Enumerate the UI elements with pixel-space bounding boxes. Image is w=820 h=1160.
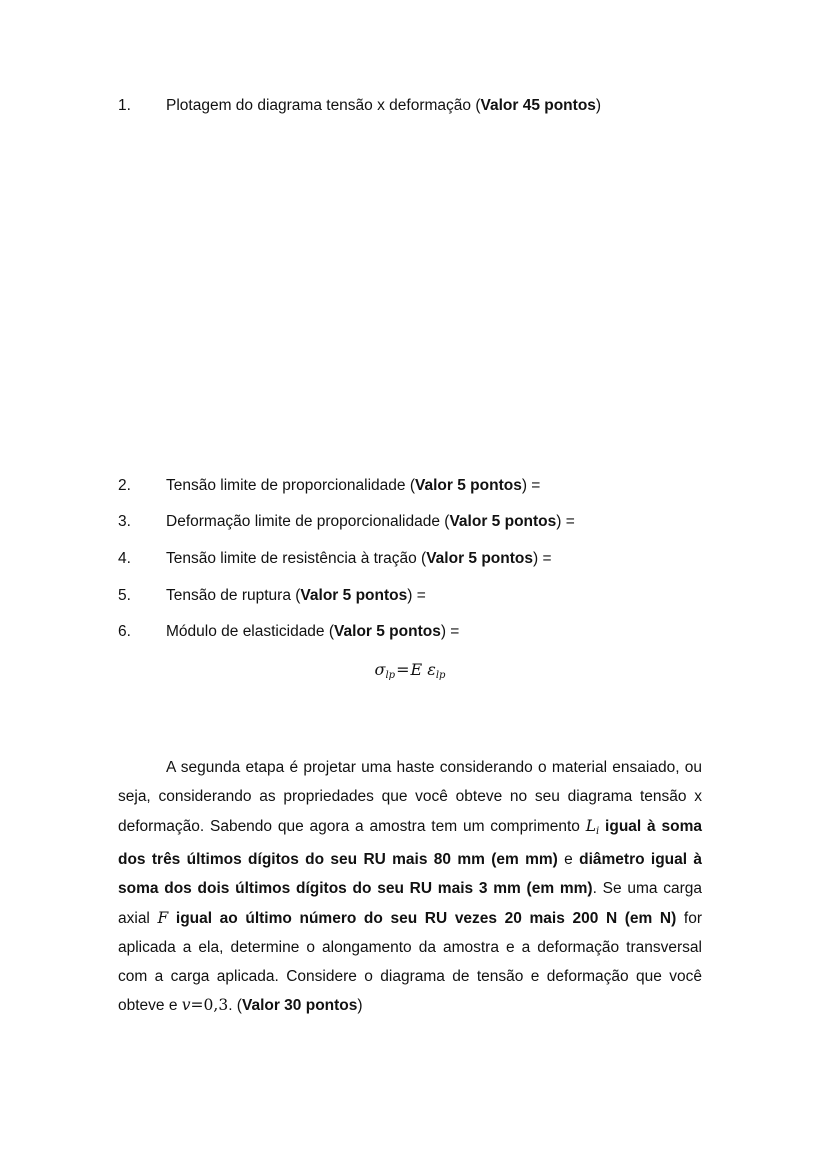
item-text: Tensão limite de resistência à tração (Valor 5 pontos) = [166, 550, 552, 567]
item-number: 1. [118, 97, 131, 114]
item-text: Plotagem do diagrama tensão x deformação (Valor 45 pontos) [166, 97, 602, 114]
item-text: Tensão de ruptura (Valor 5 pontos) = [166, 587, 426, 604]
item-number: 6. [118, 623, 131, 640]
item-number: 3. [118, 513, 131, 530]
item-text: Tensão limite de proporcionalidade (Valor 5 pontos) = [166, 477, 541, 494]
item-number: 2. [118, 477, 131, 494]
problem-paragraph: A segunda etapa é projetar uma haste considerando o material ensaiado, ou seja, considerando as propriedades que você obteve no seu diagrama tensão x deformação. Sabendo que agora a amostra tem um comprimento $L_i$ igual à soma dos três últimos dígitos do seu RU mais 80 mm (em mm) e diâmetro igual à soma dos dois últimos dígitos do seu RU mais 3 mm (em mm). Se uma carga axial F igual ao último número do seu RU vezes 20 mais 200 N (em N) for aplicada a ela, determine o alongamento da amostra e a deformação transversal com a carga aplicada. Considere o diagrama de tensão e deformação que você obteve e v=0,3. (Valor 30 pontos) [118, 759, 703, 1015]
proportional-limit-formula: $\sigma_{lp}=E$ $\varepsilon_{lp}$ [374, 660, 446, 681]
item-number: 4. [118, 550, 131, 567]
item-text: Módulo de elasticidade (Valor 5 pontos) = [166, 623, 460, 640]
item-text: Deformação limite de proporcionalidade (Valor 5 pontos) = [166, 513, 575, 530]
item-number: 5. [118, 587, 131, 604]
